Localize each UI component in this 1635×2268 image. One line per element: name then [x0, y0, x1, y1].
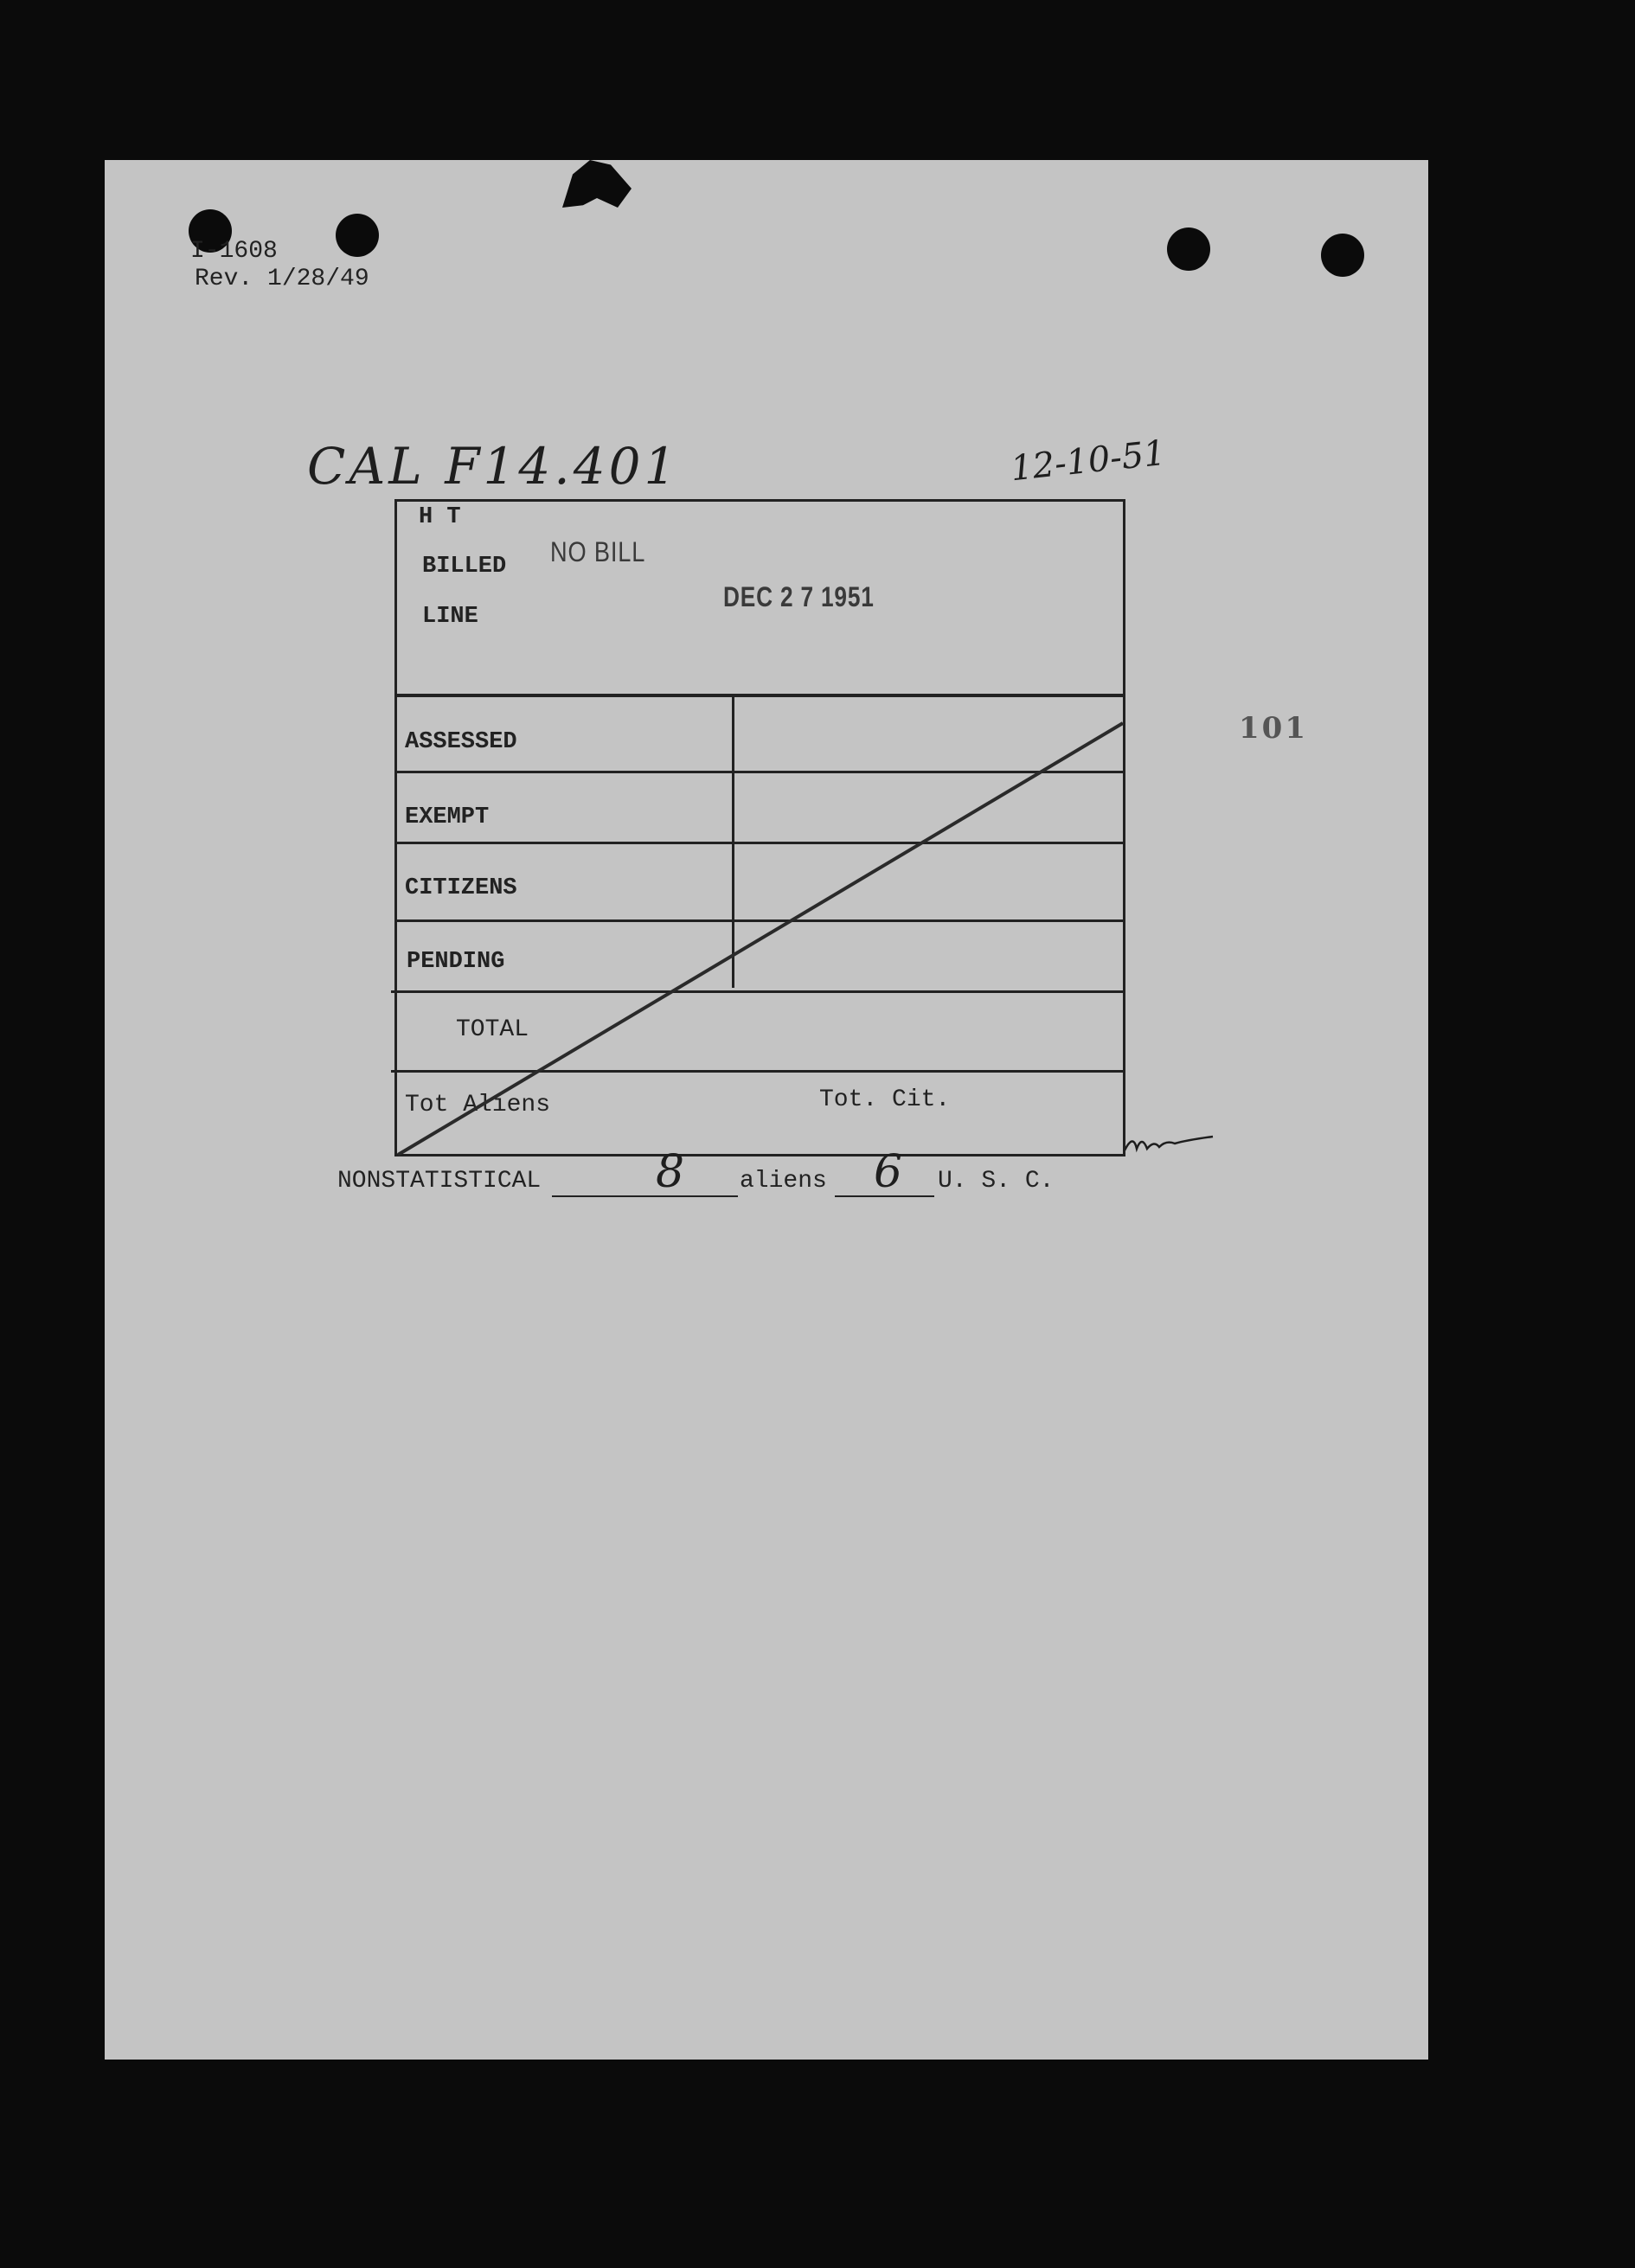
- label-ht: H T: [419, 504, 461, 530]
- no-bill-stamp: NO BILL: [550, 536, 646, 567]
- form-number: I-1608: [190, 238, 278, 265]
- footer-aliens: aliens: [740, 1168, 827, 1195]
- row-assessed: ASSESSED: [405, 729, 517, 755]
- date-stamp: DEC 2 7 1951: [723, 581, 875, 612]
- usc-count: 6: [874, 1146, 903, 1198]
- handwritten-date: 12-10-51: [1009, 432, 1168, 490]
- page-number-stamp: 101: [1239, 711, 1308, 746]
- aliens-count: 8: [656, 1146, 685, 1198]
- footer-label: NONSTATISTICAL: [337, 1168, 542, 1195]
- label-line: LINE: [422, 604, 478, 630]
- tot-cit: Tot. Cit.: [819, 1086, 951, 1113]
- handwritten-file-ref: CAL F14.401: [307, 437, 680, 496]
- row-pending: PENDING: [407, 949, 505, 975]
- row-total: TOTAL: [456, 1016, 529, 1043]
- tot-aliens: Tot Aliens: [405, 1092, 551, 1118]
- label-billed: BILLED: [422, 554, 507, 580]
- footer-usc: U. S. C.: [938, 1168, 1055, 1195]
- handwritten-initials: [1126, 1129, 1171, 1150]
- row-citizens: CITIZENS: [405, 875, 517, 901]
- form-revision: Rev. 1/28/49: [195, 266, 369, 292]
- row-exempt: EXEMPT: [405, 804, 490, 830]
